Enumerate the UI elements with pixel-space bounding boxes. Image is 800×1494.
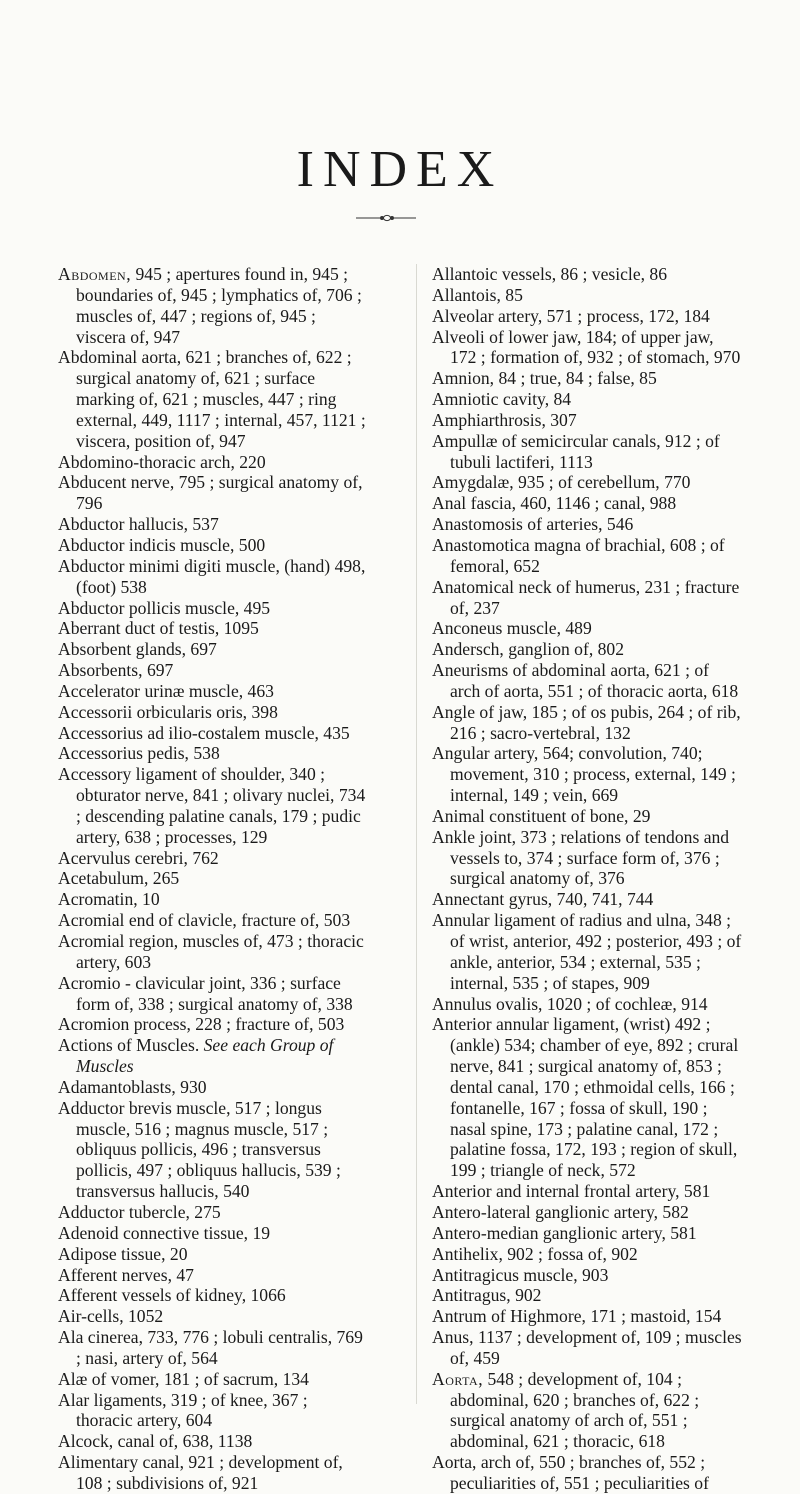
index-entry: [432, 535, 742, 577]
index-entry: [58, 889, 368, 910]
index-entry: [432, 743, 742, 806]
index-entry-text: Accessorius ad ilio-costalem muscle, 435: [58, 722, 350, 743]
index-entry-text: Angular artery, 564; convolution, 740; movement, 310 ; process, external, 149 ; internal, 149 ; vein, 669: [432, 743, 736, 806]
index-entry: [432, 410, 742, 431]
index-entry: [58, 1306, 368, 1327]
index-entry-text: Amphiarthrosis, 307: [432, 409, 577, 430]
index-entry: [58, 1202, 368, 1223]
index-entry-text: Acromial end of clavicle, fracture of, 503: [58, 910, 351, 931]
index-entry: [432, 1014, 742, 1181]
index-entry-cross-reference: See each Group of Muscles: [76, 1035, 334, 1077]
index-entry-text: Anal fascia, 460, 1146 ; canal, 988: [432, 493, 677, 514]
index-entry-text: Anatomical neck of humerus, 231 ; fracture of, 237: [432, 576, 740, 618]
index-entry: [432, 618, 742, 639]
index-entry-text: Antitragicus muscle, 903: [432, 1264, 609, 1285]
index-entry-text: Allantois, 85: [432, 284, 523, 305]
index-entry-text: Angle of jaw, 185 ; of os pubis, 264 ; of rib, 216 ; sacro-vertebral, 132: [432, 701, 741, 743]
index-entry-text: Aberrant duct of testis, 1095: [58, 618, 259, 639]
index-entry-text: Adamantoblasts, 930: [58, 1076, 207, 1097]
index-entry-text: Acromatin, 10: [58, 889, 160, 910]
index-entry: [432, 1265, 742, 1286]
index-entry: [58, 618, 368, 639]
index-entry-text: Absorbents, 697: [58, 660, 174, 681]
index-entry-text: Aorta, arch of, 550 ; branches of, 552 ; peculiarities of, 551 ; peculiarities of: [432, 1452, 709, 1493]
index-entry: [58, 1369, 368, 1390]
index-entry: [58, 598, 368, 619]
index-entry: [58, 1077, 368, 1098]
index-entry-head: Abdomen,: [58, 264, 132, 284]
index-entry-text: Antero-median ganglionic artery, 581: [432, 1222, 697, 1243]
index-entry: [432, 1327, 742, 1369]
index-entry: [58, 1014, 368, 1035]
index-entry: [58, 1265, 368, 1286]
index-entry-text: Antitragus, 902: [432, 1285, 542, 1306]
index-entry-text: Adenoid connective tissue, 19: [58, 1222, 271, 1243]
index-entry-text: Air-cells, 1052: [58, 1306, 164, 1327]
index-entry-text: Alar ligaments, 319 ; of knee, 367 ; thoracic artery, 604: [58, 1389, 308, 1431]
index-entry: [432, 368, 742, 389]
index-entry: [432, 994, 742, 1015]
index-entry-text: Annular ligament of radius and ulna, 348 ; of wrist, anterior, 492 ; posterior, 493 ; of ankle, anterior, 534 ; external, 535 ; internal, 535 ; of stapes, 909: [432, 910, 742, 993]
title-ornament: [356, 212, 416, 224]
index-entry: [432, 1452, 742, 1494]
index-entry: [432, 889, 742, 910]
index-entry-text: Alimentary canal, 921 ; development of, 108 ; subdivisions of, 921: [58, 1452, 343, 1493]
index-entry-text: Acromion process, 228 ; fracture of, 503: [58, 1014, 345, 1035]
index-entry: [432, 910, 742, 993]
index-entry: [58, 264, 368, 347]
index-entry: [58, 743, 368, 764]
index-entry: [432, 264, 742, 285]
index-entry-text: Anus, 1137 ; development of, 109 ; muscles of, 459: [432, 1327, 742, 1368]
index-entry-text: Andersch, ganglion of, 802: [432, 639, 625, 660]
index-entry-text: Antihelix, 902 ; fossa of, 902: [432, 1243, 638, 1264]
index-entry-text: Aneurisms of abdominal aorta, 621 ; of arch of aorta, 551 ; of thoracic aorta, 618: [432, 660, 739, 701]
index-entry-text: 945 ; apertures found in, 945 ; boundaries of, 945 ; lymphatics of, 706 ; muscles of, 447 ; regions of, 945 ; viscera of, 947: [76, 264, 362, 347]
index-entry-text: 548 ; development of, 104 ; abdominal, 620 ; branches of, 622 ; surgical anatomy of arch of, 551 ; abdominal, 621 ; thoracic, 618: [450, 1368, 700, 1452]
index-entry-text: Antero-lateral ganglionic artery, 582: [432, 1201, 689, 1222]
index-entry-text: Abductor indicis muscle, 500: [58, 534, 266, 555]
index-column-right: [432, 264, 742, 1494]
index-entry-text: Alcock, canal of, 638, 1138: [58, 1431, 253, 1452]
index-entry: [432, 1223, 742, 1244]
index-entry-text: Afferent nerves, 47: [58, 1264, 194, 1285]
index-entry: [58, 1431, 368, 1452]
index-entry: [58, 1098, 368, 1202]
index-entry-text: Annectant gyrus, 740, 741, 744: [432, 889, 654, 910]
column-divider: [416, 264, 417, 1404]
index-entry: [432, 431, 742, 473]
index-entry: [432, 827, 742, 890]
index-entry: [58, 931, 368, 973]
index-entry: [432, 639, 742, 660]
index-entry: [58, 764, 368, 847]
index-entry: [432, 1306, 742, 1327]
index-entry: [58, 723, 368, 744]
index-entry-text: Amygdalæ, 935 ; of cerebellum, 770: [432, 472, 691, 493]
index-entry-text: Acetabulum, 265: [58, 868, 180, 889]
index-entry-text: Alæ of vomer, 181 ; of sacrum, 134: [58, 1368, 309, 1389]
index-entry: [58, 452, 368, 473]
index-entry-text: Annulus ovalis, 1020 ; of cochleæ, 914: [432, 993, 708, 1014]
index-entry: [58, 1035, 368, 1077]
index-entry-text: Accessory ligament of shoulder, 340 ; obturator nerve, 841 ; olivary nuclei, 734 ; descending palatine canals, 179 ; pudic artery, 638 ; processes, 129: [58, 764, 366, 847]
index-entry-text: Adductor brevis muscle, 517 ; longus muscle, 516 ; magnus muscle, 517 ; obliquus pollicis, 496 ; transversus pollicis, 497 ; obliquus hallucis, 539 ; transversus hallucis, 540: [58, 1097, 341, 1202]
index-entry-text: Adipose tissue, 20: [58, 1243, 188, 1264]
page-title: INDEX: [296, 141, 504, 198]
index-entry-text: Allantoic vessels, 86 ; vesicle, 86: [432, 264, 668, 284]
index-entry-text: Accessorii orbicularis oris, 398: [58, 701, 278, 722]
index-entry-text: Animal constituent of bone, 29: [432, 805, 651, 826]
index-entry-text: Anconeus muscle, 489: [432, 618, 592, 639]
index-entry: [432, 327, 742, 369]
index-entry: [58, 681, 368, 702]
index-entry: [432, 1244, 742, 1265]
index-entry: [58, 660, 368, 681]
index-entry-text: Ankle joint, 373 ; relations of tendons and vessels to, 374 ; surface form of, 376 ; surgical anatomy of, 376: [432, 826, 730, 889]
index-entry: [58, 1244, 368, 1265]
index-entry: [58, 347, 368, 451]
index-entry-text: Amnion, 84 ; true, 84 ; false, 85: [432, 368, 657, 389]
index-entry: [58, 472, 368, 514]
index-entry-text: Abdominal aorta, 621 ; branches of, 622 ; surgical anatomy of, 621 ; surface marking of, 621 ; muscles, 447 ; ring external, 449, 1117 ; internal, 457, 1121 ; viscera, position of, 947: [58, 347, 366, 451]
index-entry: [432, 1285, 742, 1306]
index-entry-text: Afferent vessels of kidney, 1066: [58, 1285, 286, 1306]
index-entry-text: Abducent nerve, 795 ; surgical anatomy of, 796: [58, 472, 363, 514]
index-entry-text: Amniotic cavity, 84: [432, 389, 572, 410]
index-entry-text: Abdomino-thoracic arch, 220: [58, 451, 266, 472]
index-entry: [58, 1327, 368, 1369]
index-entry-text: Acervulus cerebri, 762: [58, 847, 219, 868]
index-entry: [58, 535, 368, 556]
index-entry: [432, 1369, 742, 1452]
index-entry-text: Antrum of Highmore, 171 ; mastoid, 154: [432, 1306, 722, 1327]
index-entry: [432, 285, 742, 306]
index-entry: [432, 493, 742, 514]
index-entry-text: Abductor minimi digiti muscle, (hand) 498, (foot) 538: [58, 555, 366, 597]
index-entry: [432, 514, 742, 535]
index-entry-text: Acromio - clavicular joint, 336 ; surface form of, 338 ; surgical anatomy of, 338: [58, 972, 353, 1014]
index-entry: [58, 1452, 368, 1494]
index-entry-text: Acromial region, muscles of, 473 ; thoracic artery, 603: [58, 931, 364, 972]
index-entry-text: Abductor hallucis, 537: [58, 514, 219, 535]
index-entry-text: Anastomosis of arteries, 546: [432, 514, 634, 535]
index-entry: [58, 1285, 368, 1306]
index-entry-text: Alveolar artery, 571 ; process, 172, 184: [432, 305, 710, 326]
index-entry: [58, 1390, 368, 1432]
index-entry-text: Anterior annular ligament, (wrist) 492 ; (ankle) 534; chamber of eye, 892 ; crural nerve, 841 ; surgical anatomy of, 853 ; dental canal, 170 ; ethmoidal cells, 166 ; fontanelle, 167 ; fossa of skull, 190 ; nasal spine, 173 ; palatine canal, 172 ; palatine fossa, 172, 193 ; region of skull, 199 ; triangle of neck, 572: [432, 1014, 739, 1181]
index-entry-text: Ala cinerea, 733, 776 ; lobuli centralis, 769 ; nasi, artery of, 564: [58, 1327, 363, 1368]
index-entry-text: Accelerator urinæ muscle, 463: [58, 680, 274, 701]
index-entry-text: Absorbent glands, 697: [58, 639, 217, 660]
index-entry: [58, 514, 368, 535]
index-entry: [58, 556, 368, 598]
index-entry: [58, 1223, 368, 1244]
index-column-left: [58, 264, 368, 1494]
index-entry: [432, 472, 742, 493]
index-entry: [58, 639, 368, 660]
index-entry: [432, 577, 742, 619]
index-entry: [432, 702, 742, 744]
index-entry: [58, 910, 368, 931]
index-entry: [432, 806, 742, 827]
index-entry: [58, 702, 368, 723]
index-entry: [58, 973, 368, 1015]
index-entry-head: Aorta,: [432, 1368, 484, 1389]
index-entry: [432, 1181, 742, 1202]
index-entry-text: Accessorius pedis, 538: [58, 743, 220, 764]
index-entry: [58, 868, 368, 889]
index-entry: [432, 389, 742, 410]
index-entry-text: Actions of Muscles.: [58, 1035, 204, 1056]
index-entry-text: Anterior and internal frontal artery, 581: [432, 1181, 711, 1202]
index-entry: [432, 306, 742, 327]
index-entry-text: Abductor pollicis muscle, 495: [58, 597, 271, 618]
index-entry: [432, 1202, 742, 1223]
index-entry-text: Alveoli of lower jaw, 184; of upper jaw, 172 ; formation of, 932 ; of stomach, 970: [432, 326, 741, 368]
index-entry-text: Anastomotica magna of brachial, 608 ; of femoral, 652: [432, 534, 725, 576]
index-entry: [58, 848, 368, 869]
index-entry-text: Ampullæ of semicircular canals, 912 ; of tubuli lactiferi, 1113: [432, 430, 720, 472]
index-entry-text: Adductor tubercle, 275: [58, 1201, 221, 1222]
index-entry: [432, 660, 742, 702]
